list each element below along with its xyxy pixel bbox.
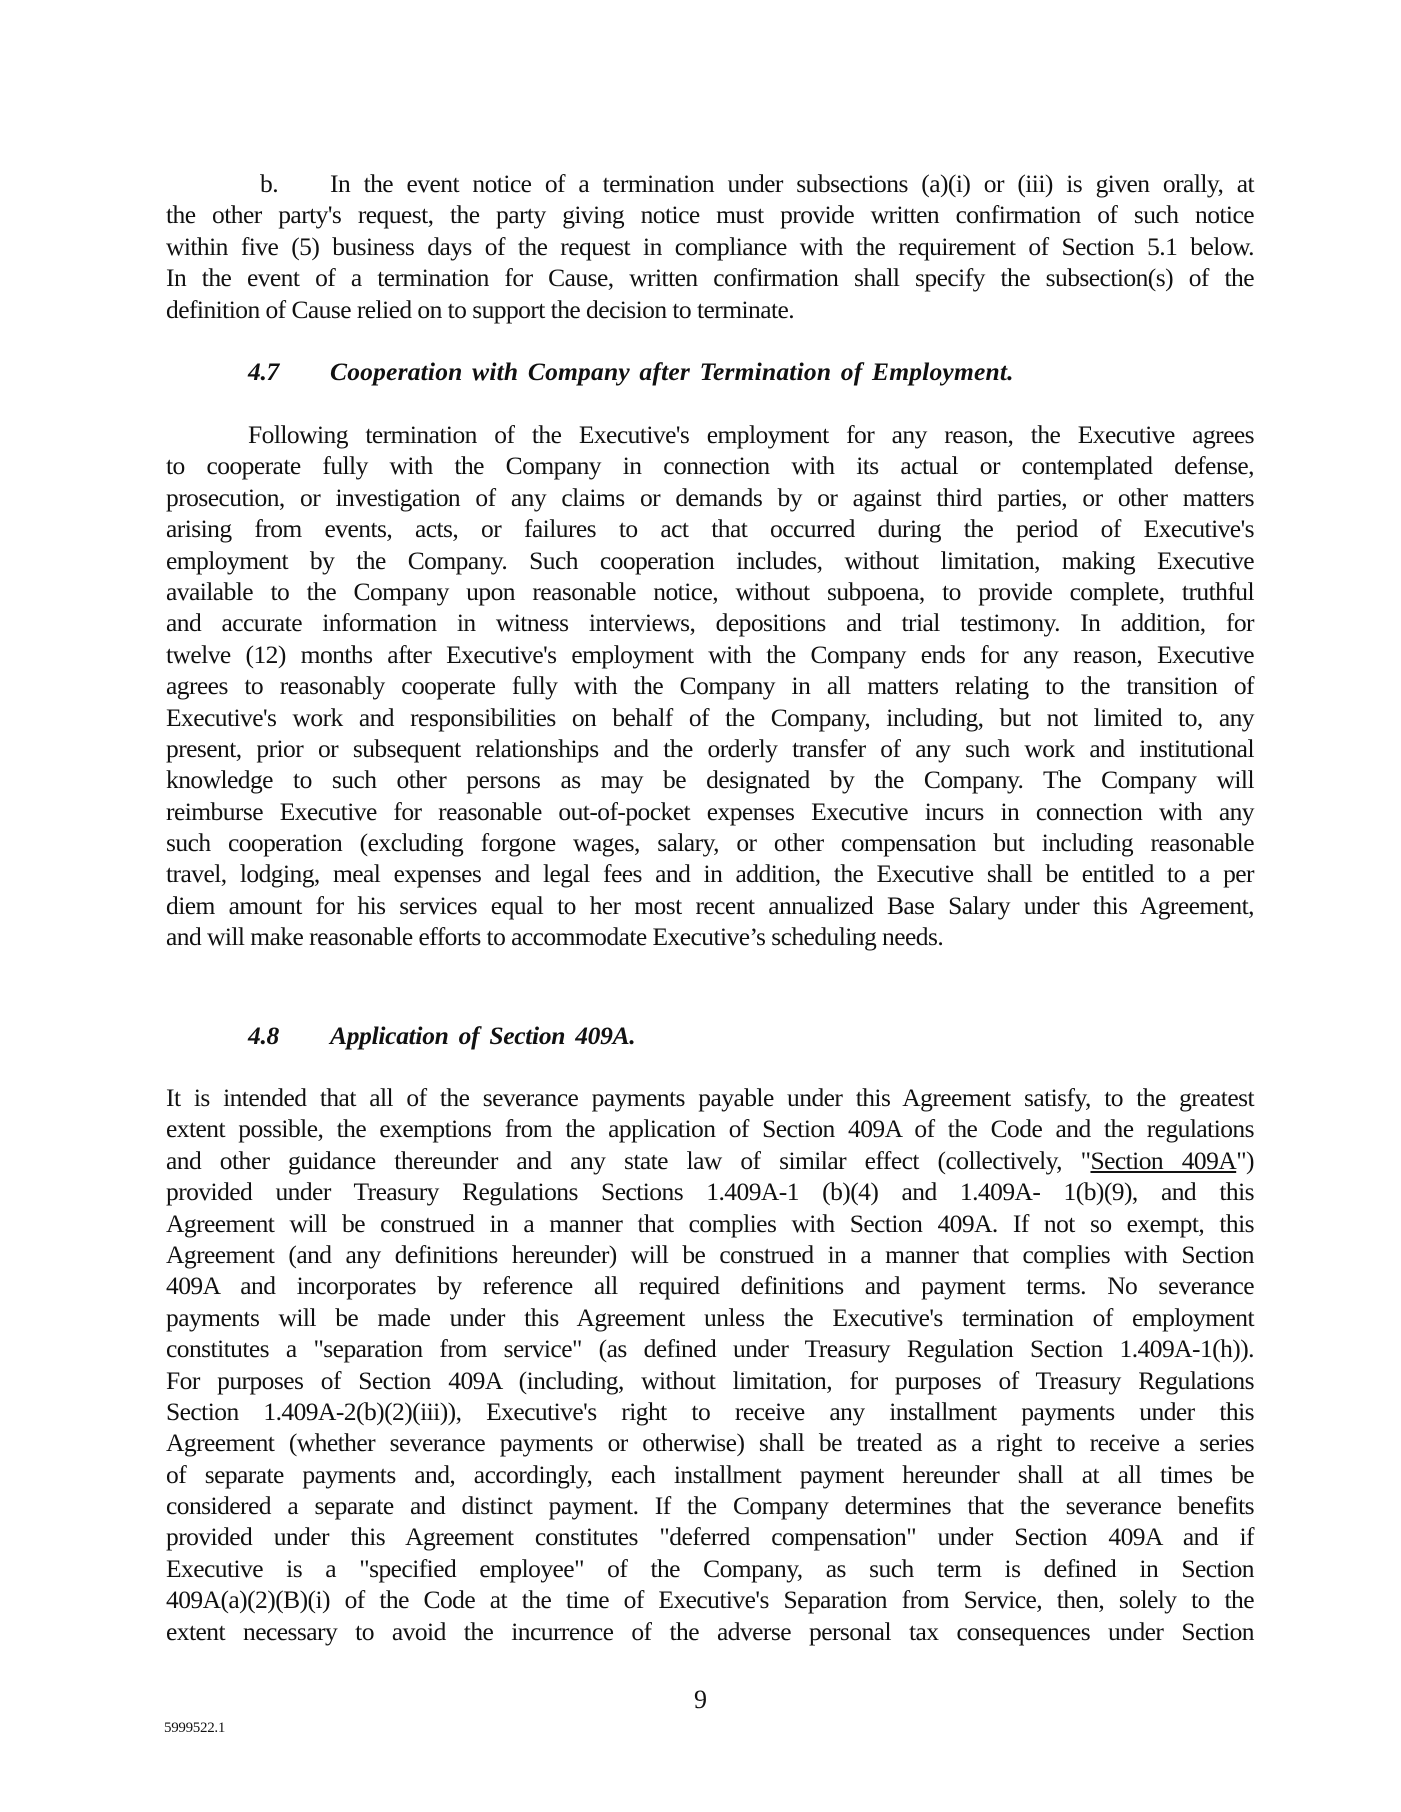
- section-4-8-heading: [248, 1020, 848, 1052]
- text-line: available to the Company upon reasonable notice, without subpoena, to provide complete, truthful: [166, 576, 1254, 606]
- text-line: twelve (12) months after Executive's employment with the Company ends for any reason, Executive: [166, 639, 1254, 669]
- text-line: provided under this Agreement constitutes "deferred compensation" under Section 409A and if: [166, 1522, 1254, 1552]
- text-line: For purposes of Section 409A (including, without limitation, for purposes of Treasury Regulations: [166, 1365, 1254, 1395]
- text-line: within five (5) business days of the request in compliance with the requirement of Section 5.1 below.: [166, 231, 1254, 261]
- text-line: It is intended that all of the severance payments payable under this Agreement satisfy, to the greatest: [166, 1083, 1254, 1112]
- text-line: 409A and incorporates by reference all required definitions and payment terms. No severance: [166, 1271, 1254, 1301]
- text-span: and other guidance thereunder and any state law of similar effect (collectively, ": [166, 1145, 1091, 1175]
- text-line: reimburse Executive for reasonable out-of-pocket expenses Executive incurs in connection with any: [166, 796, 1254, 826]
- text-line: Executive's work and responsibilities on behalf of the Company, including, but not limited to, any: [166, 702, 1254, 732]
- section-4-7-body: [166, 419, 1254, 953]
- text-line: extent possible, the exemptions from the application of Section 409A of the Code and the regulations: [166, 1114, 1254, 1144]
- text-line: Agreement will be construed in a manner that complies with Section 409A. If not so exempt, this: [166, 1208, 1254, 1238]
- text-line: Agreement (whether severance payments or otherwise) shall be treated as a right to receive a series: [166, 1428, 1254, 1458]
- section-number: 4.7: [248, 357, 279, 386]
- defined-term-section-409a: Section 409A: [1090, 1145, 1237, 1175]
- text-line: diem amount for his services equal to her most recent annualized Base Salary under this Agreement,: [166, 890, 1254, 920]
- text-line: Section 1.409A-2(b)(2)(iii)), Executive's right to receive any installment payments under this: [166, 1396, 1254, 1426]
- text-line: arising from events, acts, or failures to act that occurred during the period of Executive's: [166, 514, 1254, 544]
- text-line: the other party's request, the party giving notice must provide written confirmation of such notice: [166, 200, 1254, 230]
- text-line: present, prior or subsequent relationships and the orderly transfer of any such work and institutional: [166, 733, 1254, 763]
- text-line: extent necessary to avoid the incurrence of the adverse personal tax consequences under Section: [166, 1616, 1254, 1646]
- paragraph-b-label: b.: [260, 169, 279, 198]
- text-line: to cooperate fully with the Company in connection with its actual or contemplated defense,: [166, 451, 1254, 481]
- text-line: Following termination of the Executive's employment for any reason, the Executive agrees: [248, 420, 1254, 449]
- text-line: knowledge to such other persons as may be designated by the Company. The Company will: [166, 765, 1254, 795]
- text-line: agrees to reasonably cooperate fully with the Company in all matters relating to the transition of: [166, 671, 1254, 701]
- text-line: such cooperation (excluding forgone wages, salary, or other compensation but including reasonable: [166, 828, 1254, 858]
- text-line: constitutes a "separation from service" (as defined under Treasury Regulation Section 1.409A-1(h)).: [166, 1334, 1254, 1364]
- section-4-8-body: [166, 1082, 1254, 1647]
- section-number: 4.8: [248, 1021, 279, 1050]
- text-line: payments will be made under this Agreement unless the Executive's termination of employment: [166, 1302, 1254, 1332]
- text-line: In the event notice of a termination under subsections (a)(i) or (iii) is given orally, at: [330, 169, 1254, 198]
- text-line: [166, 1145, 1254, 1176]
- text-line: and accurate information in witness interviews, depositions and trial testimony. In addition, for: [166, 608, 1254, 638]
- text-line: employment by the Company. Such cooperation includes, without limitation, making Executive: [166, 545, 1254, 575]
- section-title: Application of Section 409A.: [330, 1021, 636, 1050]
- text-line: Executive is a "specified employee" of the Company, as such term is defined in Section: [166, 1553, 1254, 1583]
- text-line: considered a separate and distinct payment. If the Company determines that the severance benefits: [166, 1491, 1254, 1521]
- paragraph-b-line-1: [166, 168, 1254, 199]
- paragraph-b: [166, 168, 1254, 325]
- text-line: travel, lodging, meal expenses and legal fees and in addition, the Executive shall be entitled to a per: [166, 859, 1254, 889]
- page-number: 9: [694, 1685, 707, 1714]
- section-title: Cooperation with Company after Termination of Employment.: [330, 357, 1014, 386]
- text-line: of separate payments and, accordingly, each installment payment hereunder shall at all times be: [166, 1459, 1254, 1489]
- document-id: 5999522.1: [164, 1720, 226, 1736]
- text-line: Agreement (and any definitions hereunder) will be construed in a manner that complies with Section: [166, 1239, 1254, 1269]
- text-line: provided under Treasury Regulations Sections 1.409A-1 (b)(4) and 1.409A- 1(b)(9), and this: [166, 1177, 1254, 1207]
- text-line: and will make reasonable efforts to accommodate Executive’s scheduling needs.: [166, 922, 944, 952]
- text-line: 409A(a)(2)(B)(i) of the Code at the time of Executive's Separation from Service, then, solely to the: [166, 1585, 1254, 1615]
- text-line: prosecution, or investigation of any claims or demands by or against third parties, or other matters: [166, 482, 1254, 512]
- section-4-7-heading: [248, 356, 1148, 388]
- text-span: "): [1236, 1145, 1254, 1175]
- text-line: definition of Cause relied on to support the decision to terminate.: [166, 294, 795, 324]
- text-line: In the event of a termination for Cause, written confirmation shall specify the subsection(s) of the: [166, 263, 1254, 293]
